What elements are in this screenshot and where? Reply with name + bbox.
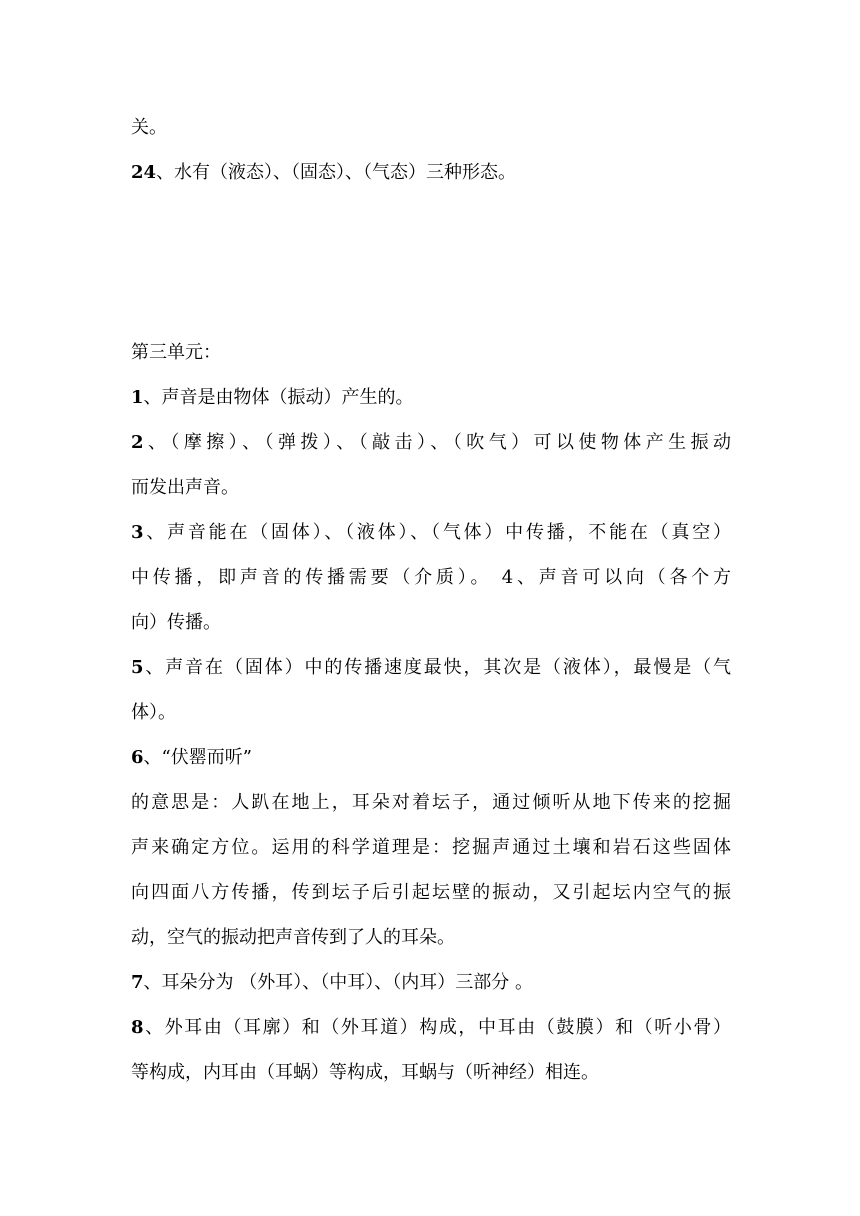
item-number: 1 (131, 387, 144, 408)
text-line (131, 780, 731, 825)
text-line (131, 645, 731, 690)
item-number: 7 (131, 972, 144, 993)
line-text: 、外耳由（耳廓）和（外耳道）构成，中耳由（鼓膜）和（听小骨） (143, 1017, 731, 1038)
text-line (131, 600, 731, 645)
line-text: 、声音在（固体）中的传播速度最快，其次是（液体），最慢是（气 (143, 657, 731, 678)
item-number: 2 (131, 432, 144, 453)
item-number: 24 (131, 162, 157, 183)
section-title: 第三单元： (131, 342, 221, 363)
item-number: 3 (131, 522, 144, 543)
text-line (131, 825, 731, 870)
text-line (131, 960, 731, 1005)
line-text: 、声音能在（固体）、（液体）、（气体）中传播，不能在（真空） (143, 522, 731, 543)
text-line (131, 1005, 731, 1050)
text-line (131, 510, 731, 555)
line-text: 而发出声音。 (131, 477, 239, 498)
line-text: 向四面八方传播，传到坛子后引起坛壁的振动，又引起坛内空气的振 (131, 882, 731, 903)
line-text: 关。 (131, 117, 167, 138)
line-text: 、耳朵分为 （外耳）、（中耳）、（内耳）三部分 。 (143, 972, 533, 993)
line-text: 、声音是由物体（振动）产生的。 (143, 387, 414, 408)
text-line (131, 690, 731, 735)
section-block (131, 330, 731, 1095)
text-line (131, 105, 731, 150)
top-text-block (131, 105, 731, 195)
line-text: 、水有（液态）、（固态）、（气态）三种形态。 (156, 162, 517, 183)
line-text: 中传播，即声音的传播需要（介质）。 4、声音可以向（各个方 (131, 567, 731, 588)
text-line (131, 1050, 731, 1095)
text-line (131, 915, 731, 960)
section-lines (131, 375, 731, 1095)
text-line (131, 555, 731, 600)
text-line (131, 870, 731, 915)
line-text: 、“伏罂而听” (143, 747, 252, 768)
line-text: 动，空气的振动把声音传到了人的耳朵。 (131, 927, 455, 948)
item-number: 8 (131, 1017, 144, 1038)
text-line (131, 150, 731, 195)
text-line (131, 465, 731, 510)
item-number: 5 (131, 657, 144, 678)
text-line (131, 735, 731, 780)
item-number: 6 (131, 747, 144, 768)
line-text: 声来确定方位。运用的科学道理是：挖掘声通过土壤和岩石这些固体 (131, 837, 731, 858)
line-text: 向）传播。 (131, 612, 221, 633)
text-line (131, 375, 731, 420)
text-line (131, 420, 731, 465)
line-text: 等构成，内耳由（耳蜗）等构成，耳蜗与（听神经）相连。 (131, 1062, 599, 1083)
line-text: 、（摩擦）、（弹拨）、（敲击）、（吹气）可以使物体产生振动 (143, 432, 731, 453)
line-text: 体）。 (131, 702, 176, 723)
line-text: 的意思是：人趴在地上，耳朵对着坛子，通过倾听从地下传来的挖掘 (131, 792, 731, 813)
